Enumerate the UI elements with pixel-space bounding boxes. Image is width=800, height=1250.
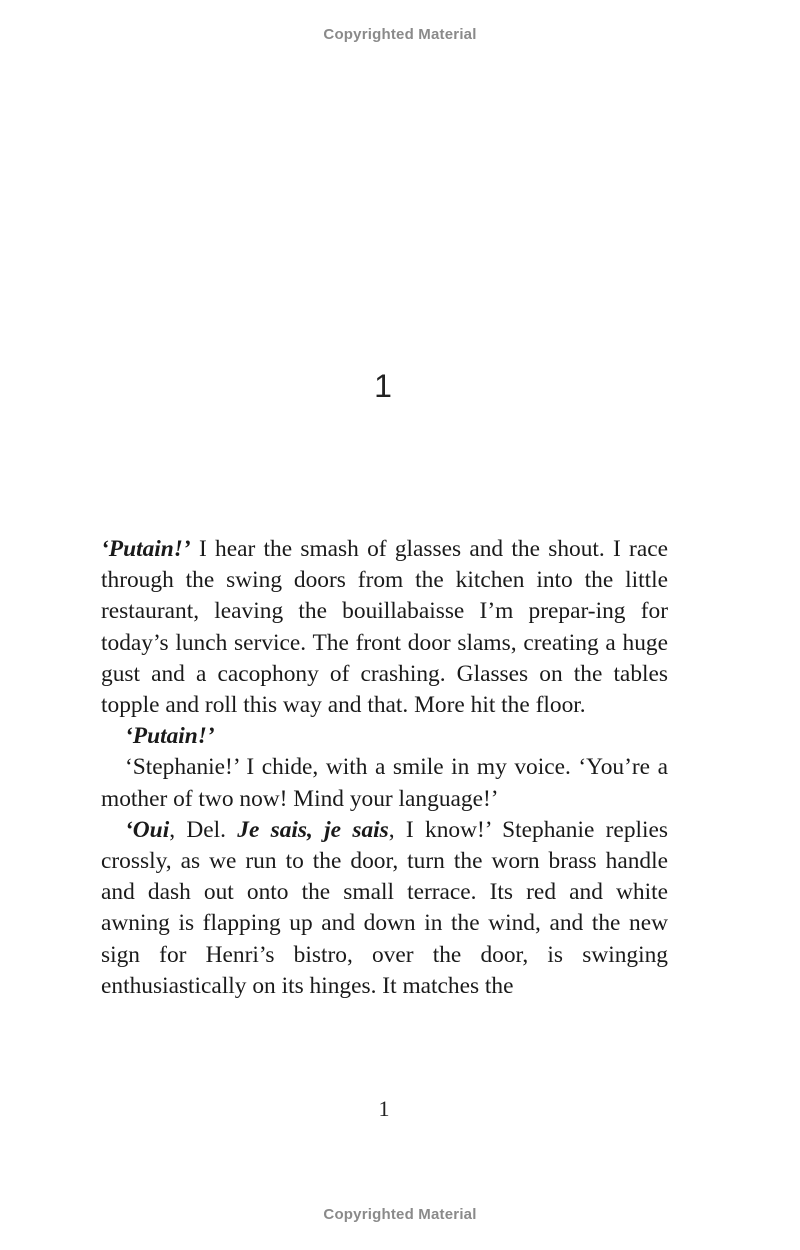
body-text: [101, 534, 668, 1002]
paragraph-text: , Del.: [169, 816, 238, 843]
italic-phrase: ‘Oui: [125, 816, 170, 843]
paragraph-text: I hear the smash of glasses and the shout. I race through the swing doors from the kitchen into the little restaurant, leaving the bouillabaisse I’m prepar-ing for today’s lunch service. The front door slams, creating a huge gust and a cacophony of crashing. Glasses on the tables topple and roll this way and that. More hit the floor.: [101, 536, 668, 719]
page-number: 1: [378, 1096, 390, 1121]
chapter-number: 1: [374, 368, 392, 404]
paragraph-3: [101, 752, 668, 814]
italic-phrase: ‘Putain!’: [101, 536, 191, 562]
copyright-watermark-bottom: Copyrighted Material: [323, 1206, 477, 1223]
italic-phrase: Je sais, je sais: [237, 816, 389, 843]
paragraph-4: [101, 815, 668, 1002]
paragraph-text: , I know!’ Stephanie replies crossly, as we run to the door, turn the worn brass handle and dash out onto the small terrace. Its red and white awning is flapping up and down in the wind, and the new sign for Henri’s bistro, over the door, is swinging enthusiastically on its hinges. It matches the: [101, 816, 668, 999]
italic-phrase: ‘Putain!’: [125, 723, 215, 750]
paragraph-text: ‘Stephanie!’ I chide, with a smile in my voice. ‘You’re a mother of two now! Mind your language!’: [101, 754, 668, 812]
paragraph-2: [101, 721, 668, 752]
copyright-watermark-top: Copyrighted Material: [323, 26, 477, 43]
paragraph-1: [101, 534, 668, 721]
